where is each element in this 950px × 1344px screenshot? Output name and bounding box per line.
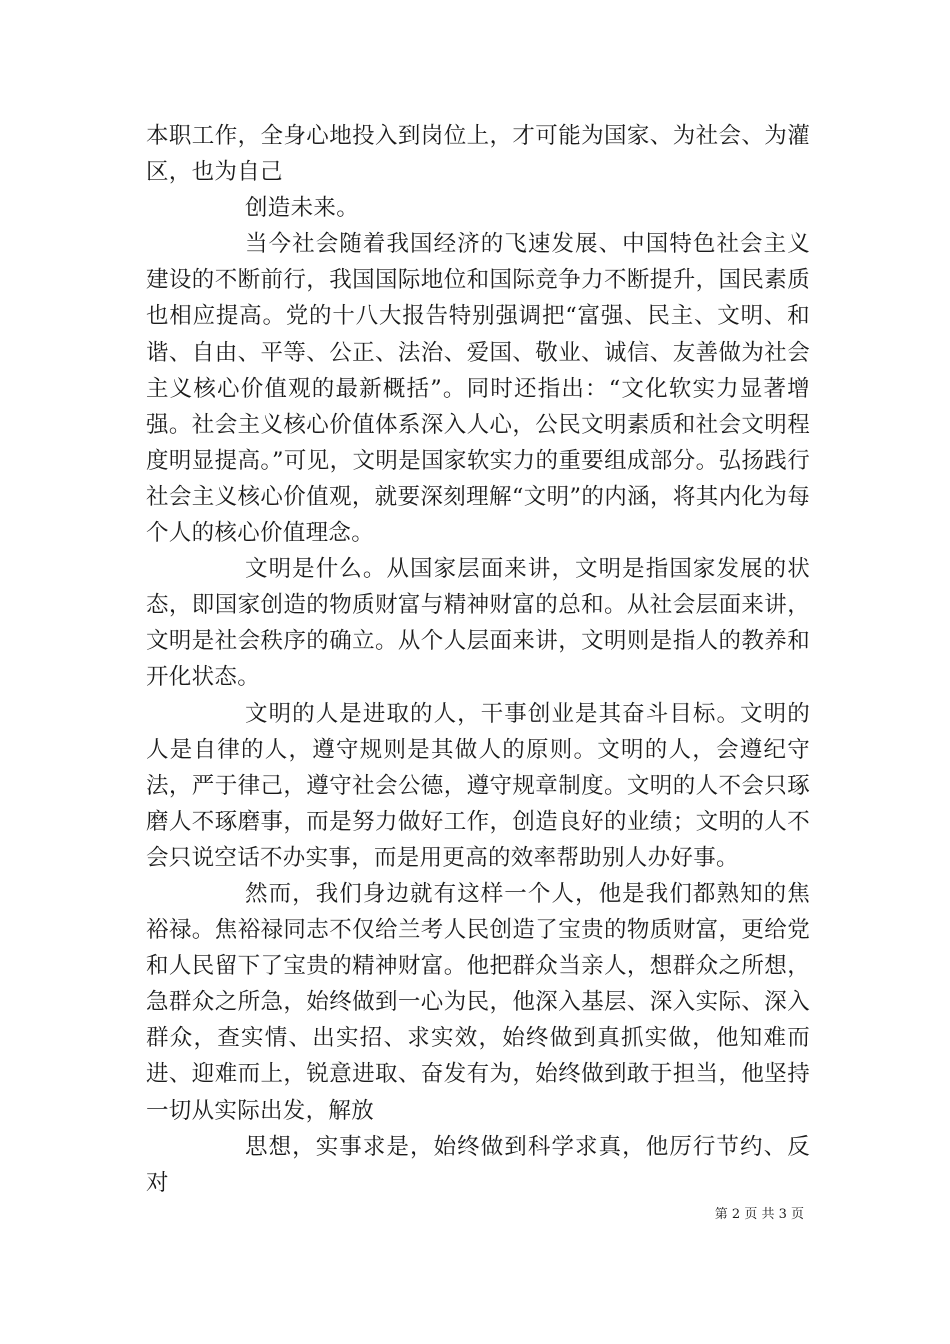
paragraph-4: 文明是什么。从国家层面来讲，文明是指国家发展的状态，即国家创造的物质财富与精神财富的总和。从社会层面来讲，文明是社会秩序的确立。从个人层面来讲，文明则是指人的教养和开化状态。 <box>146 556 810 691</box>
paragraph-5: 文明的人是进取的人，干事创业是其奋斗目标。文明的人是自律的人，遵守规则是其做人的原则。文明的人，会遵纪守法，严于律己，遵守社会公德，遵守规章制度。文明的人不会只琢磨人不琢磨事，而是努力做好工作，创造良好的业绩；文明的人不会只说空话不办实事，而是用更高的效率帮助别人办好事。 <box>146 700 810 871</box>
paragraph-1: 本职工作，全身心地投入到岗位上，才可能为国家、为社会、为灌区，也为自己 <box>146 123 810 186</box>
page-number-footer: 第 2 页 共 3 页 <box>714 1207 804 1222</box>
paragraph-2: 创造未来。 <box>245 195 360 222</box>
paragraph-7: 思想，实事求是，始终做到科学求真，他厉行节约、反对 <box>146 1133 810 1196</box>
paragraph-6: 然而，我们身边就有这样一个人，他是我们都熟知的焦裕禄。焦裕禄同志不仅给兰考人民创造了宝贵的物质财富，更给党和人民留下了宝贵的精神财富。他把群众当亲人，想群众之所想，急群众之所急，始终做到一心为民，他深入基层、深入实际、深入群众，查实情、出实招、求实效，始终做到真抓实做，他知难而进、迎难而上，锐意进取、奋发有为，始终做到敢于担当，他坚持一切从实际出发，解放 <box>146 880 810 1124</box>
paragraph-3: 当今社会随着我国经济的飞速发展、中国特色社会主义建设的不断前行，我国国际地位和国际竞争力不断提升，国民素质也相应提高。党的十八大报告特别强调把“富强、民主、文明、和谐、自由、平等、公正、法治、爱国、敬业、诚信、友善做为社会主义核心价值观的最新概括”。同时还指出：“文化软实力显著增强。社会主义核心价值体系深入人心，公民文明素质和社会文明程度明显提高。”可见，文明是国家软实力的重要组成部分。弘扬践行社会主义核心价值观，就要深刻理解“文明”的内涵，将其内化为每个人的核心价值理念。 <box>146 231 810 547</box>
document-body <box>146 118 810 1201</box>
